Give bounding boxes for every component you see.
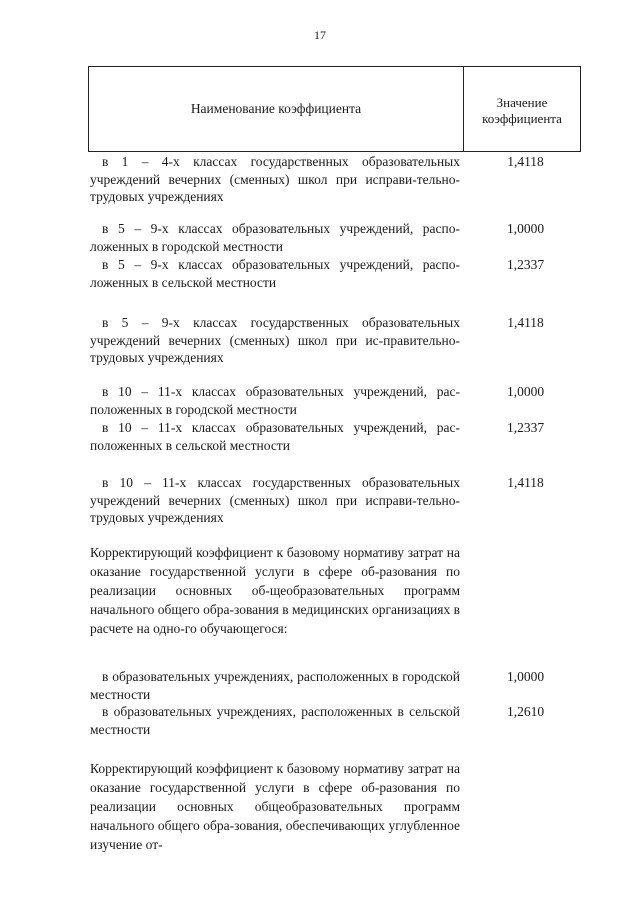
row-value: 1,4118 (507, 315, 544, 330)
page-number: 17 (314, 28, 326, 42)
table-header (88, 66, 581, 152)
row-text: в 10 – 11-х классах образовательных учреждений, рас-положенных в сельской местности (90, 420, 460, 453)
table-row (90, 314, 581, 367)
table-row (90, 153, 581, 206)
row-text: в 5 – 9-х классах образовательных учреждений, распо-ложенных в городской местности (90, 221, 460, 254)
row-text: в 1 – 4-х классах государственных образовательных учреждений вечерних (сменных) школ при исправи-тельно-трудовых учреждениях (90, 154, 460, 204)
row-value: 1,2610 (506, 704, 545, 719)
row-text: в 5 – 9-х классах государственных образовательных учреждений вечерних (сменных) школ при ис-правительно-трудовых учреждениях (90, 315, 460, 365)
row-text: в 10 – 11-х классах образовательных учреждений, рас-положенных в городской местности (90, 384, 460, 417)
table-row (90, 256, 581, 291)
table-row (90, 220, 581, 255)
header-value-line1: Значение (496, 95, 548, 110)
table-row (90, 419, 581, 454)
row-value: 1,2337 (506, 420, 545, 435)
row-text: в образовательных учреждениях, расположенных в сельской местности (90, 704, 460, 737)
paragraph: Корректирующий коэффициент к базовому нормативу затрат на оказание государственной услуги в сфере об-разования по реализации основных об-щеобразовательных программ начального общего обра-зования в медицинских организациях в расчете на одно-го обучающегося: (90, 545, 460, 636)
table-row (90, 383, 581, 418)
header-coefficient-value (464, 67, 580, 151)
paragraph: Корректирующий коэффициент к базовому нормативу затрат на оказание государственной услуги в сфере об-разования по реализации основных общеобразовательных программ начального общего обра-зования, обеспечивающих углубленное изучение от- (90, 761, 460, 852)
row-value: 1,0000 (506, 669, 545, 684)
table-row (90, 703, 581, 738)
table-row (90, 474, 581, 527)
table-row (90, 668, 581, 703)
row-value: 1,0000 (506, 221, 545, 236)
row-text: в образовательных учреждениях, расположенных в городской местности (90, 669, 460, 702)
row-text: в 5 – 9-х классах образовательных учреждений, распо-ложенных в сельской местности (90, 257, 460, 290)
header-value-line2: коэффициента (482, 111, 562, 126)
header-coefficient-name: Наименование коэффициента (89, 67, 464, 151)
row-text: в 10 – 11-х классах государственных образовательных учреждений вечерних (сменных) школ при исправи-тельно-трудовых учреждениях (90, 475, 460, 525)
row-value: 1,4118 (507, 475, 544, 490)
row-value: 1,4118 (507, 154, 544, 169)
row-value: 1,0000 (506, 384, 545, 399)
row-value: 1,2337 (506, 257, 545, 272)
